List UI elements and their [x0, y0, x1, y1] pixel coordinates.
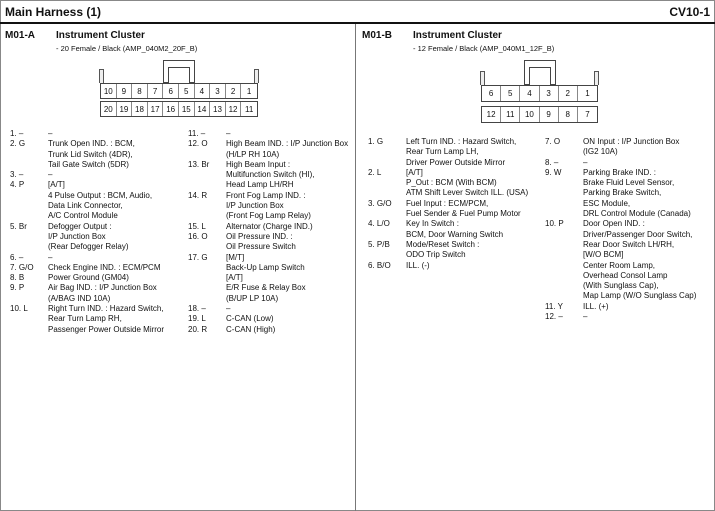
connector-top-row	[481, 85, 598, 102]
pin-number-color: 5. Br	[10, 221, 27, 231]
pin-description-line: Key In Switch :	[406, 219, 459, 229]
pin-description	[406, 199, 521, 220]
pin-description-line: (Rear Defogger Relay)	[48, 242, 129, 252]
pin-number-color: 5. P/B	[368, 239, 390, 249]
connector-pin-cell: 5	[501, 86, 520, 101]
pin-number-color: 12. –	[545, 312, 563, 322]
pin-description-line: (With Sunglass Cap),	[583, 281, 659, 291]
connector-diagram	[481, 60, 599, 125]
pin-description	[226, 129, 230, 139]
connector-pin-cell: 9	[540, 107, 559, 122]
pin-entry	[545, 312, 696, 322]
pin-number-color: 9. W	[545, 167, 562, 177]
pin-description-line: Trunk Open IND. : BCM,	[48, 139, 135, 149]
pin-description	[48, 283, 157, 304]
pin-number-color: 8. B	[10, 273, 25, 283]
connector-id: M01-A	[5, 30, 36, 41]
connector-pin-cell: 20	[101, 102, 117, 116]
pin-description-line: –	[48, 170, 53, 180]
pin-number-color: 8. –	[545, 157, 559, 167]
pin-description	[48, 263, 160, 273]
pin-number-color: 9. P	[10, 283, 25, 293]
pin-description	[226, 325, 275, 335]
pin-description-line: Left Turn IND. : Hazard Switch,	[406, 137, 517, 146]
pin-description-line: Defogger Output :	[48, 221, 112, 231]
connector-pin-cell: 17	[148, 102, 164, 116]
connector-pin-cell: 10	[520, 107, 539, 122]
connector-bottom-row	[100, 101, 258, 117]
pin-description-line: Brake Fluid Level Sensor,	[583, 178, 675, 188]
connector-pin-cell: 2	[226, 84, 242, 98]
pin-description-line: Map Lamp (W/O Sunglass Cap)	[583, 291, 697, 301]
pin-entry	[10, 170, 164, 180]
pin-description	[48, 273, 129, 283]
pin-number-color: 10. L	[10, 304, 28, 314]
connector-latch	[163, 60, 195, 83]
pin-description-line: Alternator (Charge IND.)	[226, 221, 313, 231]
pin-description	[48, 129, 52, 139]
pin-entry	[545, 302, 696, 312]
pin-number-color: 3. –	[10, 170, 24, 180]
pin-description	[48, 304, 164, 335]
pin-description-line: Trunk Lid Switch (4DR),	[48, 149, 133, 159]
pin-number-color: 17. G	[188, 252, 208, 262]
pin-number-color: 4. P	[10, 180, 25, 190]
pin-description-line: (H/LP RH 10A)	[226, 149, 280, 159]
connector-spec: - 12 Female / Black (AMP_040M1_12F_B)	[413, 44, 555, 53]
page-header	[0, 0, 715, 24]
pin-entry	[368, 168, 528, 199]
pin-entry	[368, 240, 528, 261]
pin-number-color: 7. O	[545, 137, 561, 146]
pin-list	[368, 137, 528, 271]
pin-description-line: [W/O BCM]	[583, 250, 624, 260]
connector-diagram	[100, 60, 260, 120]
pin-entry	[545, 219, 696, 301]
pin-entry	[10, 263, 164, 273]
pin-description-line: –	[583, 312, 588, 322]
pin-description	[226, 222, 313, 232]
pin-number-color: 6. B/O	[368, 260, 391, 270]
connector-pin-cell: 12	[482, 107, 501, 122]
connector-pin-cell: 1	[585, 89, 590, 98]
pin-entry	[10, 283, 164, 304]
pin-number-color: 15. L	[188, 221, 206, 231]
pin-number-color: 12. O	[188, 139, 208, 149]
pin-description-line: Fuel Sender & Fuel Pump Motor	[406, 209, 521, 219]
pin-description-line: ON Input : I/P Junction Box	[583, 137, 680, 146]
pin-number-color: 18. –	[188, 304, 206, 314]
pin-number-color: 4. L/O	[368, 219, 390, 229]
connector-pin-cell: 15	[179, 102, 195, 116]
connector-pin-cell: 3	[540, 86, 559, 101]
pin-entry	[368, 137, 528, 168]
pin-description-line: –	[48, 252, 53, 262]
pin-number-color: 13. Br	[188, 159, 210, 169]
pin-description-line: –	[226, 304, 231, 314]
connector-pin-cell: 11	[501, 107, 520, 122]
pin-description-line: Door Open IND. :	[583, 219, 645, 229]
pin-number-color: 3. G/O	[368, 198, 392, 208]
pin-description	[48, 222, 128, 253]
pin-description	[583, 312, 587, 322]
connector-pin-cell: 10	[101, 84, 117, 98]
pin-description-line: 4 Pulse Output : BCM, Audio,	[48, 190, 153, 200]
pin-description	[583, 302, 609, 312]
connector-pin-cell: 7	[148, 84, 164, 98]
pin-description	[48, 180, 152, 221]
pin-description	[226, 191, 311, 222]
pin-description-line: Oil Pressure IND. :	[226, 231, 293, 241]
pin-number-color: 11. –	[188, 129, 206, 138]
pin-description-line: Center Room Lamp,	[583, 260, 656, 270]
connector-pin-cell: 19	[117, 102, 133, 116]
pin-description-line: Overhead Consol Lamp	[583, 270, 668, 280]
pin-description-line: Driver Power Outside Mirror	[406, 157, 506, 167]
pin-entry	[368, 199, 528, 220]
connector-latch-inner	[168, 67, 190, 84]
pin-description	[226, 232, 296, 253]
connector-name: Instrument Cluster	[56, 30, 145, 41]
pin-number-color: 6. –	[10, 252, 24, 262]
pin-description	[406, 261, 430, 271]
connector-id: M01-B	[362, 30, 393, 41]
connector-pin-cell: 16	[163, 102, 179, 116]
pin-entry	[188, 160, 348, 191]
pin-description-line: ESC Module,	[583, 198, 631, 208]
pin-description	[226, 304, 230, 314]
pin-description-line: ODO Trip Switch	[406, 250, 466, 260]
connector-pin-cell: 8	[559, 107, 578, 122]
pin-description-line: Oil Pressure Switch	[226, 242, 296, 252]
pin-list	[188, 129, 348, 335]
pin-description	[583, 137, 679, 158]
pin-description-line: Tail Gate Switch (5DR)	[48, 159, 129, 169]
pin-number-color: 2. G	[10, 139, 26, 149]
pin-description	[48, 139, 135, 170]
pin-entry	[10, 180, 164, 221]
pin-description-line: C-CAN (Low)	[226, 314, 274, 324]
pin-description-line: [A/T]	[226, 273, 243, 283]
pin-description	[406, 219, 503, 240]
pin-entry	[10, 253, 164, 263]
pin-description-line: Driver/Passenger Door Switch,	[583, 229, 693, 239]
pin-description	[406, 240, 479, 261]
pin-description-line: E/R Fuse & Relay Box	[226, 283, 306, 293]
connector-top-row	[100, 83, 258, 99]
pin-number-color: 19. L	[188, 314, 206, 324]
pin-description-line: C-CAN (High)	[226, 324, 276, 334]
pin-description-line: (B/UP LP 10A)	[226, 293, 279, 303]
connector-pin-cell: 8	[132, 84, 148, 98]
pin-description-line: [A/T]	[406, 167, 423, 177]
page-code: CV10-1	[669, 5, 710, 19]
pin-description-line: A/C Control Module	[48, 211, 118, 221]
pin-description-line: –	[48, 129, 53, 138]
connector-pin-cell: 7	[585, 110, 590, 119]
page-title: Main Harness (1)	[5, 5, 102, 19]
connector-pin-cell: 9	[117, 84, 133, 98]
pin-description-line: Rear Turn Lamp LH,	[406, 147, 479, 157]
pin-description	[48, 253, 52, 263]
pin-description-line: –	[226, 129, 231, 138]
pin-entry	[10, 129, 164, 139]
pin-entry	[188, 222, 348, 232]
pin-description-line: Multifunction Switch (HI),	[226, 170, 315, 180]
pin-entry	[10, 222, 164, 253]
pin-description-line: P_Out : BCM (With BCM)	[406, 178, 497, 188]
connector-pin-cell: 11	[244, 104, 254, 114]
pin-entry	[188, 314, 348, 324]
connector-name: Instrument Cluster	[413, 30, 502, 41]
pin-entry	[188, 325, 348, 335]
pin-entry	[188, 232, 348, 253]
pin-entry	[188, 139, 348, 160]
pin-number-color: 14. R	[188, 190, 208, 200]
connector-pin-cell: 14	[195, 102, 211, 116]
pin-entry	[188, 129, 348, 139]
pin-entry	[545, 158, 696, 168]
pin-entry	[368, 261, 528, 271]
pin-description	[406, 137, 516, 168]
pin-description-line: Air Bag IND. : I/P Junction Box	[48, 283, 157, 293]
connector-pin-cell: 18	[132, 102, 148, 116]
connector-latch	[524, 60, 556, 85]
pin-entry	[545, 137, 696, 158]
pin-number-color: 1. –	[10, 129, 24, 138]
pin-description-line: I/P Junction Box	[226, 201, 284, 211]
connector-bottom-row	[481, 106, 598, 123]
pin-description	[583, 158, 587, 168]
pin-number-color: 7. G/O	[10, 262, 34, 272]
pin-description	[226, 139, 348, 160]
pin-description	[226, 253, 306, 304]
connector-pin-cell: 4	[520, 86, 539, 101]
pin-entry	[188, 253, 348, 304]
connector-spec: - 20 Female / Black (AMP_040M2_20F_B)	[56, 44, 198, 53]
pin-number-color: 11. Y	[545, 301, 563, 311]
pin-description	[583, 168, 691, 219]
pin-description-line: [A/T]	[48, 180, 65, 190]
pin-description-line: [M/T]	[226, 252, 245, 262]
pin-description-line: Check Engine IND. : ECM/PCM	[48, 262, 161, 272]
pin-entry	[545, 168, 696, 219]
connector-pin-cell: 5	[179, 84, 195, 98]
pin-number-color: 1. G	[368, 137, 384, 146]
pin-entry	[188, 191, 348, 222]
pin-description-line: Back-Up Lamp Switch	[226, 262, 305, 272]
pin-entry	[10, 139, 164, 170]
pin-list	[10, 129, 164, 335]
pin-description-line: DRL Control Module (Canada)	[583, 209, 691, 219]
pin-description-line: Parking Brake IND. :	[583, 167, 656, 177]
connector-pin-cell: 12	[226, 102, 242, 116]
pin-description	[48, 170, 52, 180]
pin-description-line: Power Ground (GM04)	[48, 273, 129, 283]
pin-description-line: Rear Door Switch LH/RH,	[583, 239, 675, 249]
pin-entry	[188, 304, 348, 314]
pin-description-line: Front Fog Lamp IND. :	[226, 190, 306, 200]
pin-description-line: Parking Brake Switch,	[583, 188, 662, 198]
pin-number-color: 20. R	[188, 324, 208, 334]
connector-pin-cell: 6	[482, 86, 501, 101]
connector-pin-cell: 3	[210, 84, 226, 98]
pin-description-line: Head Lamp LH/RH	[226, 180, 294, 190]
pin-description-line: I/P Junction Box	[48, 231, 106, 241]
pin-description-line: ILL. (+)	[583, 301, 609, 311]
connector-pin-cell: 4	[195, 84, 211, 98]
pin-description-line: (IG2 10A)	[583, 147, 618, 157]
pin-description-line: Right Turn IND. : Hazard Switch,	[48, 304, 164, 314]
pin-description	[406, 168, 528, 199]
pin-description	[583, 219, 696, 301]
pin-number-color: 10. P	[545, 219, 564, 229]
connector-guide-post	[99, 69, 104, 83]
pin-description-line: ILL. (-)	[406, 260, 430, 270]
pin-description-line: Rear Turn Lamp RH,	[48, 314, 122, 324]
connector-guide-post	[594, 71, 599, 85]
pin-description	[226, 314, 274, 324]
pin-description-line: Data Link Connector,	[48, 201, 123, 211]
pin-description-line: Mode/Reset Switch :	[406, 239, 480, 249]
connector-latch-inner	[529, 67, 551, 86]
connector-guide-post	[254, 69, 259, 83]
pin-description	[226, 160, 314, 191]
connector-pin-cell: 13	[210, 102, 226, 116]
pin-number-color: 2. L	[368, 167, 382, 177]
pin-description-line: BCM, Door Warning Switch	[406, 229, 504, 239]
pin-description-line: High Beam Input :	[226, 159, 291, 169]
pin-description-line: (Front Fog Lamp Relay)	[226, 211, 311, 221]
pin-description-line: (A/BAG IND 10A)	[48, 293, 111, 303]
pin-entry	[10, 273, 164, 283]
pin-description-line: ATM Shift Lever Switch ILL. (USA)	[406, 188, 529, 198]
pin-entry	[368, 219, 528, 240]
connector-pin-cell: 1	[246, 86, 252, 96]
pin-entry	[10, 304, 164, 335]
pin-description-line: High Beam IND. : I/P Junction Box	[226, 139, 349, 149]
pin-description-line: –	[583, 157, 588, 167]
connector-pin-cell: 6	[163, 84, 179, 98]
column-divider	[355, 24, 356, 511]
pin-number-color: 16. O	[188, 231, 208, 241]
connector-pin-cell: 2	[559, 86, 578, 101]
connector-guide-post	[480, 71, 485, 85]
pin-description-line: Fuel Input : ECM/PCM,	[406, 198, 489, 208]
pin-list	[545, 137, 696, 322]
pin-description-line: Passenger Power Outside Mirror	[48, 324, 165, 334]
